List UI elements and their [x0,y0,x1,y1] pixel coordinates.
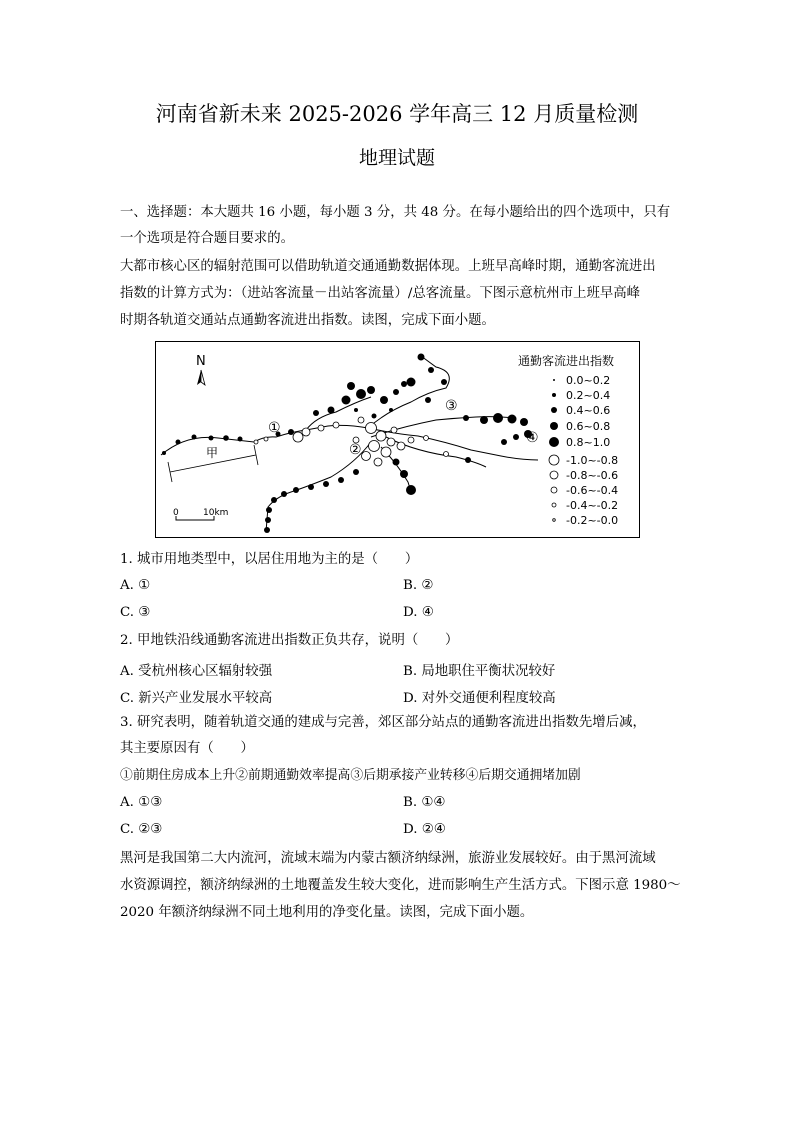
passage1-line-1: 大都市核心区的辐射范围可以借助轨道交通通勤数据体现。上班早高峰时期，通勤客流进出 [120,259,656,274]
station-mark [418,354,425,361]
station-mark [393,389,399,395]
legend-symbol [552,393,556,397]
legend-symbol [551,407,557,413]
station-mark [265,517,271,523]
legend-label: -0.6~-0.4 [566,484,619,497]
station-mark [264,527,270,533]
station-mark [192,435,197,440]
legend-label: 0.0~0.2 [566,374,611,387]
legend-symbol [549,455,559,465]
legend-title: 通勤客流进出指数 [518,354,615,368]
q2-option-b[interactable]: B. 局地职住平衡状况较好 [403,664,556,679]
legend-symbol [549,437,559,447]
station-mark [380,396,388,404]
station-mark [374,458,382,466]
legend-symbol [553,379,555,381]
passage2-line-3: 2020 年额济纳绿洲不同土地利用的净变化量。读图，完成下面小题。 [120,905,534,920]
passage2-line-1: 黑河是我国第二大内流河，流域末端为内蒙古额济纳绿洲，旅游业发展较好。由于黑河流域 [120,851,656,866]
station-mark [281,491,287,497]
station-mark [407,378,416,387]
station-mark [288,429,294,435]
station-mark [425,397,431,403]
legend-symbol [550,471,558,479]
station-mark [463,415,469,421]
q2-option-c[interactable]: C. 新兴产业发展水平较高 [120,691,273,706]
q2-option-d[interactable]: D. 对外交通便利程度较高 [403,691,556,706]
legend-label: -1.0~-0.8 [566,454,619,467]
passage1-line-2: 指数的计算方式为：（进站客流量－出站客流量）/总客流量。下图示意杭州市上班早高峰 [120,286,641,301]
station-mark [162,451,166,455]
station-mark [338,477,344,483]
page-subtitle: 地理试题 [358,147,435,169]
legend-symbol [552,503,556,507]
station-mark [266,507,272,513]
label-area-3: ③ [445,398,458,414]
passage2-line-2: 水资源调控，额济纳绿洲的土地覆盖发生较大变化，进而影响生产生活方式。下图示意 1980～ [120,878,681,893]
station-mark [293,487,299,493]
station-mark [408,437,414,443]
metro-map-figure [155,341,640,538]
station-mark [354,408,358,412]
legend-label: 0.8~1.0 [566,436,611,449]
section-heading-line-2: 一个选项是符合题目要求的。 [120,231,295,246]
station-mark [441,379,447,385]
page-title: 河南省新未来 2025-2026 学年高三 12 月质量检测 [155,102,639,126]
q3-option-a[interactable]: A. ①③ [120,795,163,810]
station-mark [387,438,395,446]
station-mark [424,436,429,441]
station-mark [501,439,507,445]
q1-option-b[interactable]: B. ② [403,578,434,593]
q1-option-a[interactable]: A. ① [120,578,151,593]
station-mark [333,422,339,428]
label-jia: 甲 [206,446,219,460]
legend-symbol [551,487,557,493]
q3-option-b[interactable]: B. ①④ [403,795,446,810]
station-mark [223,435,229,441]
section-heading-line-1: 一、选择题：本大题共 16 小题，每小题 3 分，共 48 分。在每小题给出的四个选项中，只有 [120,205,671,220]
station-mark [328,407,335,414]
north-label: N [196,354,206,369]
station-mark [308,484,314,490]
scale-distance: 10km [203,508,229,518]
north-arrow-icon-half [201,370,205,385]
q3-option-c[interactable]: C. ②③ [120,822,163,837]
station-mark [397,442,405,450]
station-mark [393,459,400,466]
station-mark [508,415,517,424]
station-mark [444,452,449,457]
station-mark [353,469,359,475]
passage1-line-3: 时期各轨道交通站点通勤客流进出指数。读图，完成下面小题。 [120,313,495,328]
station-mark [513,434,519,440]
station-mark [389,408,393,412]
legend-symbol [550,422,558,430]
metro-line-north [368,356,449,428]
station-mark [347,382,355,390]
station-mark [238,437,243,442]
q1-option-c[interactable]: C. ③ [120,605,151,620]
metro-line-southeast [386,437,486,467]
station-mark [293,432,303,442]
question-3-stem-line-2: 其主要原因有（ ） [120,741,254,756]
legend-label: 0.6~0.8 [566,420,611,433]
question-2-stem: 2. 甲地铁沿线通勤客流进出指数正负共存，说明（ ） [120,633,459,648]
legend-label: 0.2~0.4 [566,389,611,402]
legend-symbol [553,519,556,522]
station-mark [254,440,258,444]
station-mark [264,437,268,441]
label-area-4: ④ [526,430,539,446]
station-mark [323,481,329,487]
station-mark [176,440,181,445]
scale-zero: 0 [173,508,179,518]
station-mark [366,423,377,434]
station-mark [406,485,416,495]
station-mark [400,470,408,478]
station-mark [342,396,351,405]
question-1-stem: 1. 城市用地类型中，以居住用地为主的是（ ） [120,552,419,567]
station-mark [401,381,407,387]
station-mark [209,436,214,441]
station-mark [356,389,366,399]
q3-option-d[interactable]: D. ②④ [403,822,446,837]
station-mark [520,418,528,426]
station-mark [480,416,488,424]
question-3-stem: 3. 研究表明，随着轨道交通的建成与完善，郊区部分站点的通勤客流进出指数先增后减， [120,715,646,730]
station-mark [493,413,503,423]
station-mark [391,427,397,433]
q1-option-d[interactable]: D. ④ [403,605,434,620]
label-area-2: ② [349,442,362,458]
station-mark [428,367,434,373]
metro-line-northeast [371,417,514,437]
station-mark [465,457,471,463]
station-mark [367,386,375,394]
station-mark [362,452,371,461]
north-arrow-icon [197,370,201,385]
station-mark [376,431,386,441]
legend-label: -0.2~-0.0 [566,514,619,527]
station-mark [381,447,391,457]
station-mark [271,497,277,503]
station-mark [372,414,377,419]
q2-option-a[interactable]: A. 受杭州核心区辐射较强 [120,664,273,679]
legend-label: 0.4~0.6 [566,404,611,417]
station-mark [358,417,364,423]
station-mark [318,425,324,431]
label-area-1: ① [268,420,281,436]
question-3-choices: ①前期住房成本上升②前期通勤效率提高③后期承接产业转移④后期交通拥堵加剧 [120,768,581,783]
legend-label: -0.8~-0.6 [566,469,619,482]
station-mark [302,428,310,436]
station-mark [313,410,319,416]
station-mark [369,441,380,452]
legend-label: -0.4~-0.2 [566,499,619,512]
metro-map-svg [156,342,639,537]
